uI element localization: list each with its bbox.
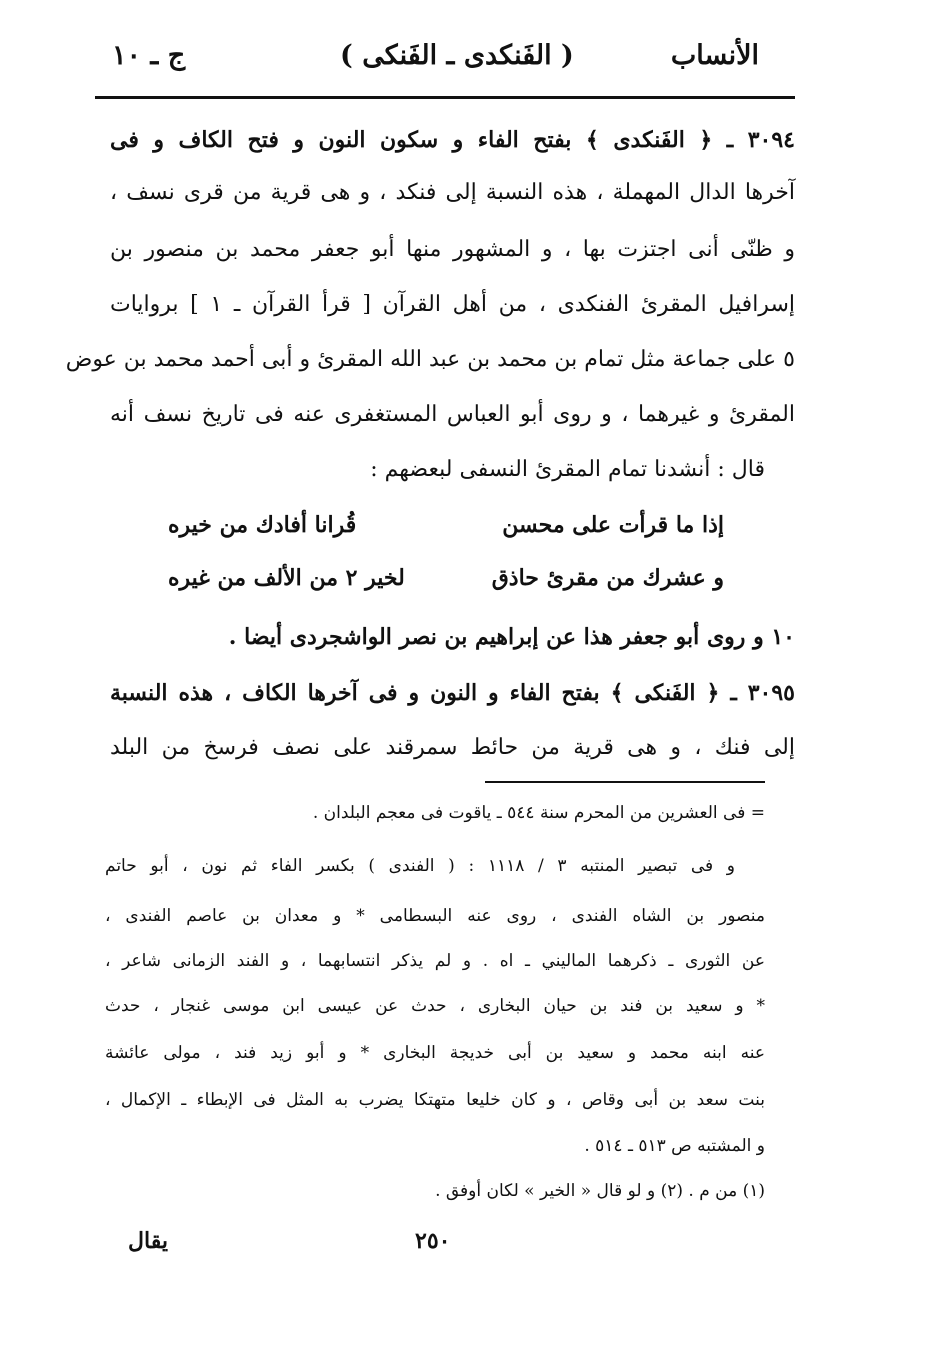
entry-3094-line-3: و ظنّى أنى اجتزت بها ، و المشهور منها أبو جعفر محمد بن منصور بن bbox=[110, 237, 795, 262]
entry-3094-line-1: ٣٠٩٤ ـ ﴿ الفَنكدى ﴾ بفتح الفاء و سكون النون و فتح الكاف و فى bbox=[110, 127, 795, 153]
catchword: يقال bbox=[128, 1228, 168, 1254]
entry-3094-line-10: ١٠ و روى أبو جعفر هذا عن إبراهيم بن نصر الواشجردى أيضا . bbox=[228, 624, 795, 650]
running-title-right: الأنساب bbox=[670, 40, 759, 71]
entry-3094-line-2: آخرها الدال المهملة ، هذه النسبة إلى فنكد ، و هى قرية من قرى نسف ، bbox=[110, 180, 795, 205]
entry-3095-line-2: إلى فنك ، و هى قرية من حائط سمرقند على نصف فرسخ من البلد bbox=[110, 735, 795, 760]
entry-3094-line-4: إسرافيل المقرئ الفنكدى ، من أهل القرآن [ قرأ القرآن ـ ١ ] بروايات bbox=[110, 292, 795, 317]
footnote-line-8: و المشتبه ص ٥١٣ ـ ٥١٤ . bbox=[584, 1136, 765, 1156]
running-title-center: ( الفَنكدى ـ الفَنكى ) bbox=[340, 40, 574, 71]
footnote-line-5: * و سعيد بن فند بن حيان البخارى ، حدث عن عيسى ابن موسى غنجار ، حدث bbox=[105, 996, 765, 1016]
footnote-line-1: = فى العشرين من المحرم سنة ٥٤٤ ـ ياقوت فى معجم البلدان . bbox=[312, 803, 765, 823]
volume-number: ج ـ ١٠ bbox=[112, 40, 186, 71]
entry-3094-line-7: قال : أنشدنا تمام المقرئ النسفى لبعضهم : bbox=[370, 457, 765, 482]
verse-2-first-hemistich: و عشرك من مقرئ حاذق bbox=[491, 565, 724, 591]
header-rule bbox=[95, 96, 795, 99]
verse-2-second-hemistich: لخير ٢ من الألف من غيره bbox=[168, 565, 405, 591]
footnote-separator bbox=[485, 781, 765, 783]
verse-1-second-hemistich: قُرانا أفادك من خيره bbox=[168, 512, 357, 538]
footnote-line-3: منصور بن الشاه الفندى ، روى عنه البسطامى * و معدان بن عاصم الفندى ، bbox=[105, 906, 765, 926]
footnote-line-7: بنت سعد بن أبى وقاص ، و كان خليعا متهتكا يضرب به المثل فى الإبطاء ـ الإكمال ، bbox=[105, 1090, 765, 1110]
footnote-line-6: عنه ابنه محمد و سعيد بن أبى خديجة البخارى * و أبو زيد فند ، مولى عائشة bbox=[105, 1043, 765, 1063]
editor-notes: (١) من م . (٢) و لو قال « الخير » لكان أوفق . bbox=[435, 1181, 765, 1201]
entry-3094-line-5: ٥ على جماعة مثل تمام بن محمد بن عبد الله المقرئ و أبى أحمد محمد بن عوض bbox=[65, 347, 795, 372]
page-number: ٢٥٠ bbox=[415, 1228, 451, 1254]
footnote-line-2: و فى تبصير المنتبه ٣ / ١١١٨ : ( الفندى ) بكسر الفاء ثم نون ، أبو حاتم bbox=[105, 856, 735, 876]
entry-3095-line-1: ٣٠٩٥ ـ ﴿ الفَنكى ﴾ بفتح الفاء و النون و فى آخرها الكاف ، هذه النسبة bbox=[110, 680, 795, 706]
verse-1-first-hemistich: إذا ما قرأت على محسن bbox=[502, 512, 724, 538]
footnote-line-4: عن الثورى ـ ذكرهما الماليني ـ اه . و لم يذكر انتسابهما ، و الفند الزمانى شاعر ، bbox=[105, 951, 765, 971]
entry-3094-line-6: المقرئ و غيرهما ، و روى أبو العباس المستغفرى عنه فى تاريخ نسف أنه bbox=[110, 402, 795, 427]
